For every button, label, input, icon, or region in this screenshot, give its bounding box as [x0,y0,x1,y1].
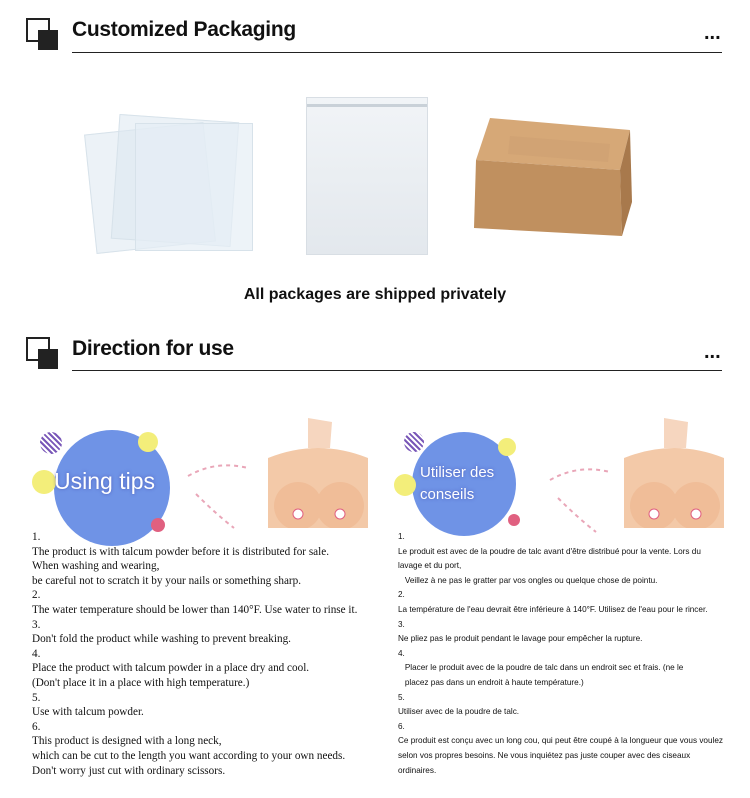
tips-heading: Using tips [54,468,155,494]
clear-bag-image [306,97,428,255]
decor-dot [498,438,516,456]
tips-text-en: 1. The product is with talcum powder before it is distributed for sale. When washing and wearing, be careful not to scratch it by your nails or something sharp. 2. The water temperature should be lower than 140°F. Use water to rinse it. 3. Don't fold the product while washing to prevent breaking. 4. Place the product with talcum powder in a place dry and cool. (Don't place it in a place with high temperature.) 5. Use with talcum powder. 6. This product is designed with a long neck, which can be cut to the length you want according to your own needs. Don't worry just cut with ordinary scissors. [32,531,358,777]
tips-heading-line2: conseils [420,486,475,503]
decor-dot [40,432,62,454]
decor-dot [138,432,158,452]
using-tips-panel-en [26,418,376,788]
arrow-icon [548,458,618,538]
breast-form-image [268,418,368,528]
decor-dot [394,474,416,496]
plastic-bags-image [90,108,260,258]
arrow-icon [186,454,256,534]
decor-dot [508,514,520,526]
tips-text-fr: 1. Le produit est avec de la poudre de talc avant d'être distribué pour la vente. Lors du lavage et du port, Veillez à ne pas le gratter par vos ongles ou quelque chose de pointu. 2. La température de l'eau devrait être inférieure à 140°F. Utilisez de l'eau pour le rincer. 3. Ne pliez pas le produit pendant le lavage pour empêcher la rupture. 4. Placer le produit avec de la poudre de talc dans un endroit sec et frais. (ne le placez pas dans un endroit à haute température.) 5. Utiliser avec de la poudre de talc. 6. Ce produit est conçu avec un long cou, qui peut être coupé à la longueur que vous voulez selon vos propres besoins. Ne vous inquiétez pas juste couper avec des ciseaux ordinaires. [398,532,723,775]
decor-dot [32,470,56,494]
section-marker-icon [26,18,58,50]
section-title-direction: Direction for use [72,337,234,360]
packaging-caption: All packages are shipped privately [243,286,507,303]
more-icon[interactable]: ... [704,341,721,363]
using-tips-panel-fr [392,418,744,788]
section-title-packaging: Customized Packaging [72,18,296,41]
breast-form-image [624,418,724,528]
section-divider [72,52,722,53]
section-marker-icon [26,337,58,369]
decor-dot [404,432,424,452]
tips-heading-line1: Utiliser des [420,464,495,481]
cardboard-box-image [470,118,634,236]
more-icon[interactable]: ... [704,22,721,44]
section-divider [72,370,722,371]
